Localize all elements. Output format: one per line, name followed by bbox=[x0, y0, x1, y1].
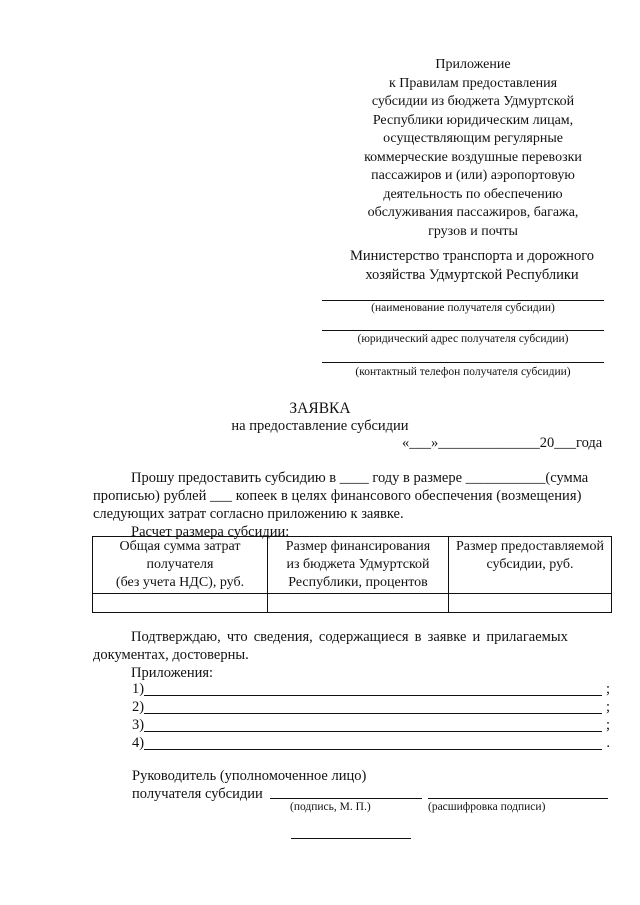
request-line: прописью) рублей ___ копеек в целях финансового обеспечения (возмещения) bbox=[93, 488, 582, 504]
request-line: Прошу предоставить субсидию в ____ году в размере ___________(сумма bbox=[131, 470, 589, 486]
confirm-line: документах, достоверны. bbox=[93, 647, 249, 663]
attachments-label: Приложения: bbox=[131, 665, 214, 681]
ministry-addressee bbox=[322, 247, 622, 285]
table-header-cell bbox=[449, 537, 612, 594]
appendix-line: Приложение bbox=[435, 57, 511, 72]
appendix-line: пассажиров и (или) аэропортовую bbox=[371, 168, 575, 183]
recipient-name-caption: (наименование получателя субсидии) bbox=[371, 302, 555, 314]
confirm-paragraph bbox=[93, 628, 610, 682]
ministry-line: Министерство транспорта и дорожного bbox=[349, 248, 595, 264]
appendix-line: осуществляющим регулярные bbox=[383, 131, 563, 146]
table-row bbox=[93, 594, 612, 613]
attachment-end: ; bbox=[605, 681, 610, 697]
confirm-line: Подтверждаю, что сведения, содержащиеся в заявке и прилагаемых bbox=[131, 629, 568, 645]
signatory-subtitle: получателя субсидии bbox=[132, 786, 263, 802]
bottom-separator bbox=[291, 838, 411, 839]
table-cell[interactable] bbox=[268, 594, 449, 613]
recipient-phone-caption: (контактный телефон получателя субсидии) bbox=[355, 366, 571, 378]
appendix-line: деятельность по обеспечению bbox=[383, 186, 563, 202]
recipient-address-field[interactable] bbox=[322, 330, 604, 331]
document-subtitle: на предоставление субсидии bbox=[231, 418, 409, 434]
header-line: Республики, процентов bbox=[288, 575, 428, 590]
signature-decode-field[interactable] bbox=[428, 798, 608, 799]
header-line: Размер финансирования bbox=[285, 539, 431, 554]
attachment-end: . bbox=[606, 735, 610, 751]
appendix-header bbox=[338, 56, 608, 241]
signature-caption: (подпись, М. П.) bbox=[290, 801, 371, 813]
signature-decode-caption: (расшифровка подписи) bbox=[428, 801, 546, 813]
table-header-cell bbox=[268, 537, 449, 594]
appendix-line: коммерческие воздушные перевозки bbox=[364, 149, 582, 165]
attachment-item-2[interactable] bbox=[132, 699, 610, 718]
appendix-line: Республики юридическим лицам, bbox=[372, 112, 574, 128]
header-line: субсидии, руб. bbox=[486, 557, 574, 572]
attachment-number: 2) bbox=[132, 699, 145, 715]
document-title: ЗАЯВКА bbox=[289, 400, 351, 417]
recipient-name-field[interactable] bbox=[322, 300, 604, 301]
header-line: получателя bbox=[146, 557, 214, 572]
table-header-row bbox=[93, 537, 612, 594]
ministry-line: хозяйства Удмуртской Республики bbox=[365, 267, 579, 283]
signature-field[interactable] bbox=[270, 798, 422, 799]
header-line: (без учета НДС), руб. bbox=[115, 575, 245, 590]
attachment-line[interactable] bbox=[144, 713, 602, 714]
table-cell[interactable] bbox=[93, 594, 268, 613]
attachment-item-4[interactable] bbox=[132, 735, 610, 754]
subsidy-calc-table bbox=[92, 536, 612, 613]
attachment-line[interactable] bbox=[144, 731, 602, 732]
header-line: Размер предоставляемой bbox=[455, 539, 605, 554]
header-line: из бюджета Удмуртской bbox=[286, 557, 430, 572]
table-cell[interactable] bbox=[449, 594, 612, 613]
appendix-line: обслуживания пассажиров, багажа, bbox=[367, 205, 579, 220]
attachment-item-1[interactable] bbox=[132, 681, 610, 700]
attachment-end: ; bbox=[605, 699, 610, 715]
attachment-number: 1) bbox=[132, 681, 145, 697]
recipient-phone-field[interactable] bbox=[322, 362, 604, 363]
signatory-title: Руководитель (уполномоченное лицо) bbox=[132, 768, 367, 784]
request-line: следующих затрат согласно приложению к заявке. bbox=[93, 506, 404, 522]
appendix-line: к Правилам предоставления bbox=[388, 75, 558, 91]
header-line: Общая сумма затрат bbox=[119, 539, 241, 554]
calc-label: Расчет размера субсидии: bbox=[131, 524, 290, 540]
attachment-line[interactable] bbox=[144, 695, 602, 696]
table-header-cell bbox=[93, 537, 268, 594]
attachment-line[interactable] bbox=[144, 749, 602, 750]
attachment-number: 3) bbox=[132, 717, 145, 733]
attachment-number: 4) bbox=[132, 735, 145, 751]
date-line[interactable]: «___»______________20___года bbox=[402, 435, 603, 451]
appendix-line: грузов и почты bbox=[428, 223, 518, 239]
recipient-address-caption: (юридический адрес получателя субсидии) bbox=[357, 333, 569, 345]
request-paragraph bbox=[93, 469, 610, 541]
attachment-end: ; bbox=[605, 717, 610, 733]
appendix-line: субсидии из бюджета Удмуртской bbox=[371, 94, 575, 109]
attachment-item-3[interactable] bbox=[132, 717, 610, 736]
